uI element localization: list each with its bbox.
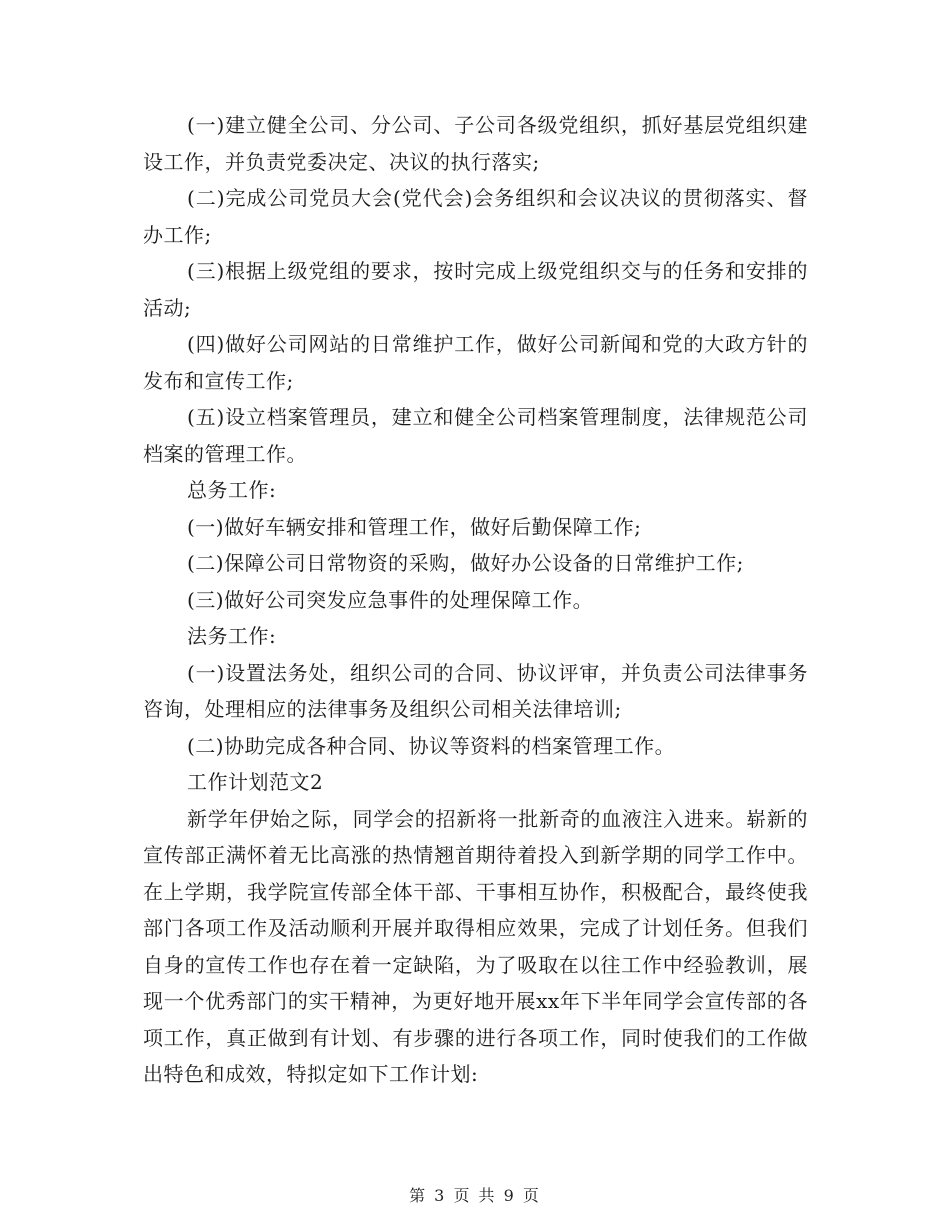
paragraph-party-2: (二)完成公司党员大会(党代会)会务组织和会议决议的贯彻落实、督办工作; bbox=[143, 186, 808, 247]
paragraph-legal-2: (二)协助完成各种合同、协议等资料的档案管理工作。 bbox=[187, 733, 676, 758]
paragraph-general-1: (一)做好车辆安排和管理工作，做好后勤保障工作; bbox=[187, 514, 642, 539]
paragraph-sample-2-body: 新学年伊始之际，同学会的招新将一批新奇的血液注入进来。崭新的宣传部正满怀着无比高涨的热情翘首期待着投入到新学期的同学工作中。在上学期，我学院宣传部全体干部、干事相互协作，积极配合，最终使我部门各项工作及活动顺利开展并取得相应效果，完成了计划任务。但我们自身的宣传工作也存在着一定缺陷，为了吸取在以往工作中经验教训，展现一个优秀部门的实干精神，为更好地开展xx年下半年同学会宣传部的各项工作，真正做到有计划、有步骤的进行各项工作，同时使我们的工作做出特色和成效，特拟定如下工作计划: bbox=[143, 806, 808, 1086]
paragraph-general-3: (三)做好公司突发应急事件的处理保障工作。 bbox=[187, 587, 594, 612]
paragraph-legal-1: (一)设置法务处，组织公司的合同、协议评审，并负责公司法律事务咨询，处理相应的法律事务及组织公司相关法律培训; bbox=[143, 660, 808, 721]
heading-sample-2: 工作计划范文2 bbox=[187, 770, 324, 794]
paragraph-party-3: (三)根据上级党组的要求，按时完成上级党组织交与的任务和安排的活动; bbox=[143, 259, 808, 320]
paragraph-general-2: (二)保障公司日常物资的采购，做好办公设备的日常维护工作; bbox=[187, 551, 744, 575]
paragraph-party-5: (五)设立档案管理员，建立和健全公司档案管理制度，法律规范公司档案的管理工作。 bbox=[143, 405, 808, 466]
heading-general-affairs: 总务工作: bbox=[187, 478, 277, 502]
paragraph-party-1: (一)建立健全公司、分公司、子公司各级党组织，抓好基层党组织建设工作，并负责党委决定、决议的执行落实; bbox=[143, 113, 808, 174]
page-footer: 第 3 页 共 9 页 bbox=[409, 1186, 541, 1205]
paragraph-party-4: (四)做好公司网站的日常维护工作，做好公司新闻和党的大政方针的发布和宣传工作; bbox=[143, 332, 808, 393]
heading-legal-affairs: 法务工作: bbox=[187, 624, 277, 648]
document-body bbox=[143, 107, 808, 1093]
